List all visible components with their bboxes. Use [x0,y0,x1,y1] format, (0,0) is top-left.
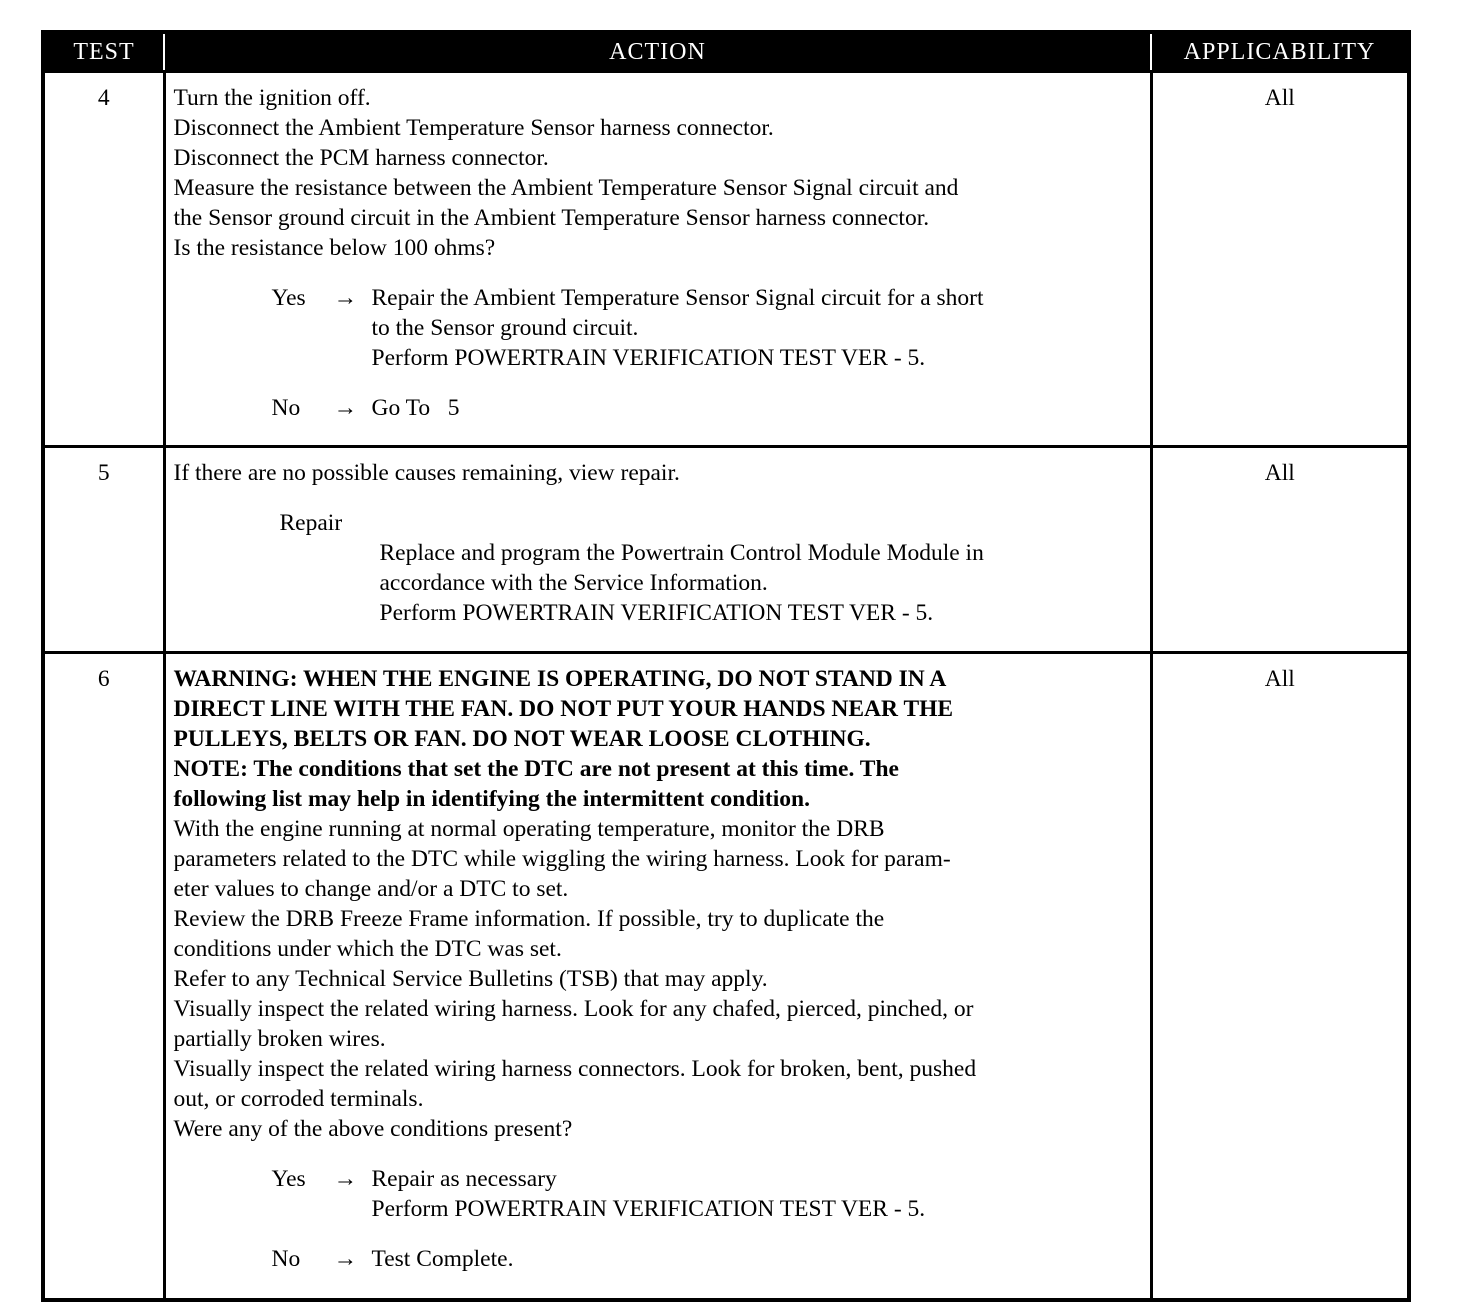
step-line: Refer to any Technical Service Bulletins (TSB) that may apply. [173,966,768,992]
yes-action-line: to the Sensor ground circuit. [371,315,639,341]
right-arrow-icon: → [333,1246,357,1272]
yes-label: Yes [271,1166,306,1192]
test-number: 4 [43,72,164,447]
yes-action-line: Repair the Ambient Temperature Sensor Signal circuit for a short [371,285,984,311]
table-header-row [43,32,1409,72]
step-line: Disconnect the PCM harness connector. [173,145,549,171]
step-line: partially broken wires. [173,1026,386,1052]
diagnostic-test-table [41,30,1411,1302]
right-arrow-icon: → [333,395,357,421]
table-row-test-5 [43,447,1409,653]
no-response [272,393,1144,423]
yes-action-line: Repair as necessary [371,1166,557,1192]
step-line: Visually inspect the related wiring harness. Look for any chafed, pierced, pinched, or [173,996,974,1022]
no-action-line: Go To 5 [371,395,460,421]
step-line: parameters related to the DTC while wiggling the wiring harness. Look for param- [173,846,951,872]
step-line: the Sensor ground circuit in the Ambient Temperature Sensor harness connector. [173,205,930,231]
step-line: Disconnect the Ambient Temperature Sensor harness connector. [173,115,774,141]
repair-label: Repair [279,510,343,536]
step-line: conditions under which the DTC was set. [173,936,562,962]
right-arrow-icon: → [333,1166,357,1192]
applicability: All [1151,653,1409,1301]
applicability: All [1151,447,1409,653]
test-number: 5 [43,447,164,653]
no-label: No [271,395,301,421]
no-response [272,1244,1144,1274]
applicability: All [1151,72,1409,447]
diagnostic-test-page [41,30,1407,1272]
yes-response [272,1164,1144,1224]
repair-line: Replace and program the Powertrain Control Module Module in [379,540,984,566]
no-action-line: Test Complete. [371,1246,514,1272]
step-line: Is the resistance below 100 ohms? [173,235,496,261]
header-action: ACTION [164,32,1151,72]
step-line: If there are no possible causes remaining, view repair. [173,460,680,486]
header-test: TEST [43,32,164,72]
repair-line: Perform POWERTRAIN VERIFICATION TEST VER - 5. [379,600,934,626]
header-applicability: APPLICABILITY [1151,32,1409,72]
step-line: Turn the ignition off. [173,85,371,111]
right-arrow-icon: → [333,285,357,311]
step-line: Measure the resistance between the Ambient Temperature Sensor Signal circuit and [173,175,959,201]
repair-line: accordance with the Service Information. [379,570,768,596]
yes-response [272,283,1144,373]
yes-action-line: Perform POWERTRAIN VERIFICATION TEST VER - 5. [371,345,926,371]
warning-line: DIRECT LINE WITH THE FAN. DO NOT PUT YOUR HANDS NEAR THE [173,696,954,722]
yes-action-line: Perform POWERTRAIN VERIFICATION TEST VER - 5. [371,1196,926,1222]
yes-label: Yes [271,285,306,311]
step-line: Review the DRB Freeze Frame information. If possible, try to duplicate the [173,906,885,932]
action-cell [164,72,1151,447]
step-line: Were any of the above conditions present? [173,1116,573,1142]
step-line: out, or corroded terminals. [173,1086,424,1112]
note-line: NOTE: The conditions that set the DTC are not present at this time. The [173,756,899,782]
step-line: eter values to change and/or a DTC to set. [173,876,569,902]
action-cell [164,653,1151,1301]
table-row-test-4 [43,72,1409,447]
action-cell [164,447,1151,653]
step-line: Visually inspect the related wiring harness connectors. Look for broken, bent, pushed [173,1056,977,1082]
warning-line: WARNING: WHEN THE ENGINE IS OPERATING, DO NOT STAND IN A [173,666,947,692]
table-row-test-6 [43,653,1409,1301]
no-label: No [271,1246,301,1272]
test-number: 6 [43,653,164,1301]
note-line: following list may help in identifying the intermittent condition. [173,786,810,812]
step-line: With the engine running at normal operating temperature, monitor the DRB [173,816,885,842]
repair-text [380,538,1144,628]
warning-line: PULLEYS, BELTS OR FAN. DO NOT WEAR LOOSE CLOTHING. [173,726,871,752]
